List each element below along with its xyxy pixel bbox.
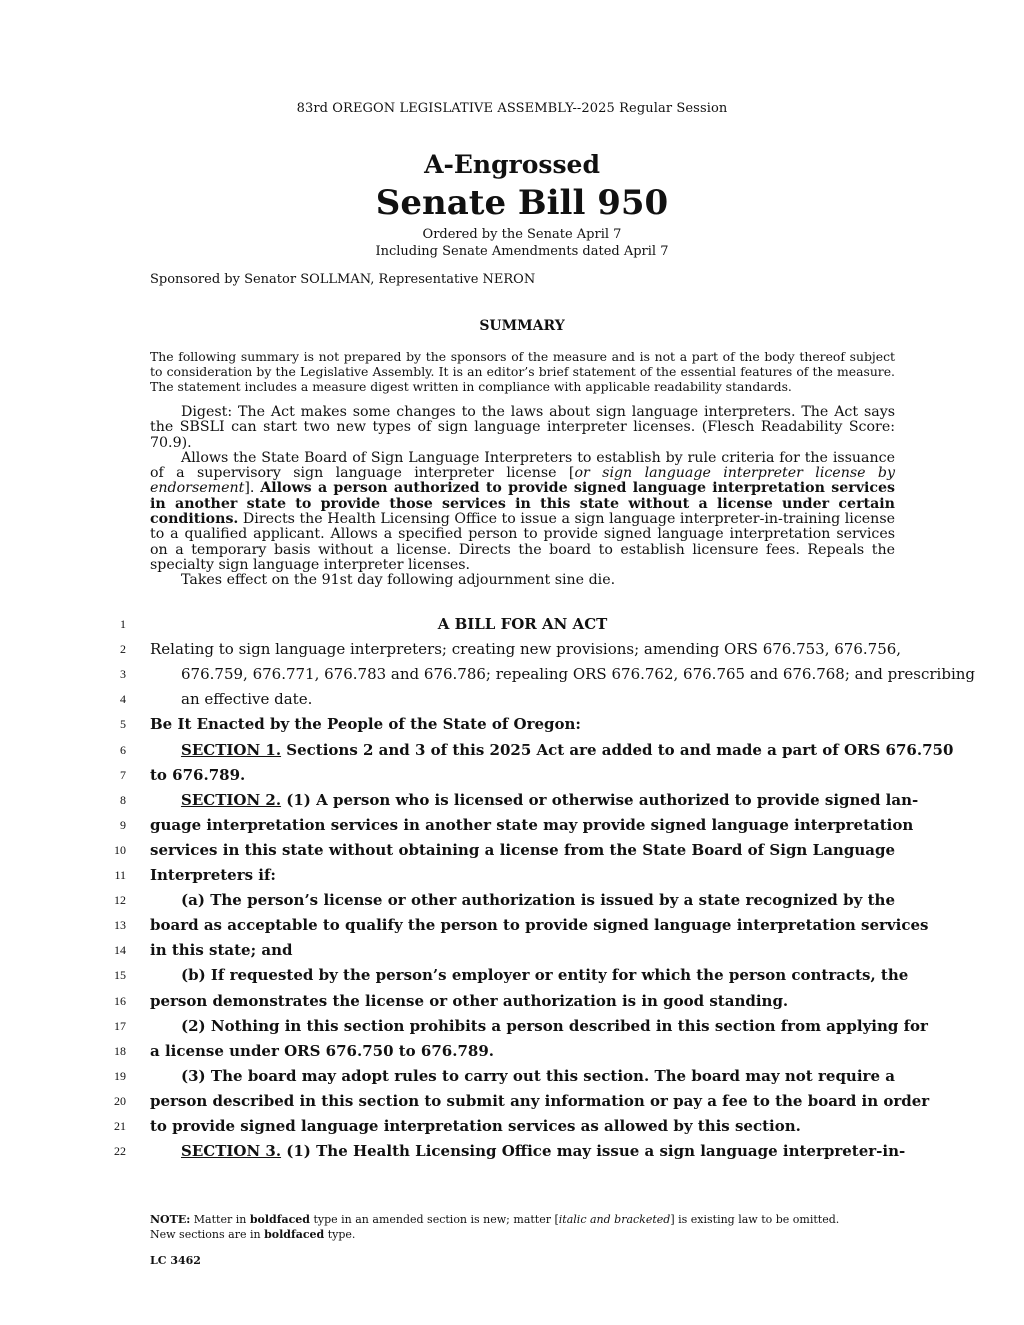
section-label: SECTION 2. bbox=[181, 790, 282, 809]
line-text: services in this state without obtaining a license from the State Board of Sign Language bbox=[150, 840, 895, 859]
line-text bbox=[181, 1139, 906, 1164]
note-bold: boldfaced bbox=[264, 1228, 325, 1241]
line-text: (3) The board may adopt rules to carry out this section. The board may not require a bbox=[181, 1066, 895, 1085]
bill-line bbox=[0, 863, 1024, 888]
summary-intro: The following summary is not prepared by the sponsors of the measure and is not a part of the body thereof subject to consideration by the Legislative Assembly. It is an editor’s brief statement of the essential features of the measure. The statement includes a measure digest written in compliance with applicable readability standards. bbox=[150, 349, 895, 394]
line-text: Interpreters if: bbox=[150, 866, 276, 884]
allows-text-3: Directs the Health Licensing Office to issue a sign language interpreter-in-training license to a qualified applicant. Allows a specified person to provide signed language interpretation services on a temporary basis without a license. Directs the board to establish licensure fees. Repeals the specialty sign language interpreter licenses. bbox=[150, 511, 895, 573]
line-text: guage interpretation services in another state may provide signed language interpretation bbox=[150, 815, 914, 834]
line-text: Be It Enacted by the People of the State of Oregon: bbox=[150, 715, 581, 734]
line-text: person demonstrates the license or other authorization is in good standing. bbox=[150, 991, 789, 1010]
bill-line bbox=[0, 687, 1024, 712]
line-number: 11 bbox=[114, 868, 126, 882]
bill-line bbox=[0, 738, 1024, 763]
lc-number: LC 3462 bbox=[150, 1254, 201, 1267]
line-number: 3 bbox=[120, 667, 126, 682]
line-number: 20 bbox=[114, 1093, 126, 1108]
line-number: 7 bbox=[120, 767, 126, 782]
line-number: 17 bbox=[114, 1018, 126, 1033]
line-text: person described in this section to submit any information or pay a fee to the board in order bbox=[150, 1091, 930, 1110]
bill-line bbox=[0, 963, 1024, 988]
note-label: NOTE: bbox=[150, 1213, 191, 1226]
line-number: 10 bbox=[114, 842, 126, 857]
section-text: Sections 2 and 3 of this 2025 Act are added to and made a part of ORS 676.750 bbox=[281, 740, 954, 759]
summary-heading: SUMMARY bbox=[479, 318, 565, 334]
line-text: a license under ORS 676.750 to 676.789. bbox=[150, 1041, 494, 1060]
note-text: type. bbox=[324, 1228, 356, 1241]
effect-paragraph: Takes effect on the 91st day following adjournment sine die. bbox=[181, 572, 616, 589]
line-number: 14 bbox=[114, 943, 126, 958]
note-line-2 bbox=[150, 1227, 895, 1242]
section-label: SECTION 1. bbox=[181, 740, 282, 759]
line-number: 4 bbox=[120, 692, 126, 707]
note-text: New sections are in bbox=[150, 1228, 265, 1241]
note-text: ] is existing law to be omitted. bbox=[670, 1213, 840, 1226]
allows-italic: or sign language interpreter license by endorsement bbox=[150, 465, 895, 497]
line-text: (2) Nothing in this section prohibits a person described in this section from applying for bbox=[181, 1016, 928, 1035]
line-text: 676.759, 676.771, 676.783 and 676.786; repealing ORS 676.762, 676.765 and 676.768; and prescribing bbox=[181, 665, 976, 684]
line-number: 5 bbox=[120, 717, 126, 732]
note-text: Matter in bbox=[190, 1213, 250, 1226]
bill-line bbox=[0, 788, 1024, 813]
bill-line bbox=[0, 1039, 1024, 1064]
line-text: to 676.789. bbox=[150, 765, 246, 784]
line-number: 21 bbox=[114, 1119, 126, 1133]
sponsored-line: Sponsored by Senator SOLLMAN, Representative NERON bbox=[150, 272, 536, 287]
digest-paragraph: Digest: The Act makes some changes to the laws about sign language interpreters. The Act says the SBSLI can start two new types of sign language interpreter licenses. (Flesch Readability Score: 70.9). bbox=[150, 404, 895, 451]
line-text: board as acceptable to qualify the person to provide signed language interpretation services bbox=[150, 916, 929, 935]
bill-line bbox=[0, 913, 1024, 938]
line-number: 12 bbox=[114, 893, 126, 908]
section-text: (1) A person who is licensed or otherwise authorized to provide signed lan- bbox=[281, 790, 919, 809]
section-label: SECTION 3. bbox=[181, 1142, 282, 1161]
including-line: Including Senate Amendments dated April 7 bbox=[375, 244, 669, 259]
bill-line bbox=[0, 938, 1024, 963]
note-text: type in an amended section is new; matter [ bbox=[309, 1213, 559, 1226]
note-bold: boldfaced bbox=[249, 1213, 310, 1226]
bill-line bbox=[0, 637, 1024, 662]
note-block bbox=[150, 1212, 895, 1242]
summary-digest bbox=[150, 405, 895, 589]
bill-line bbox=[0, 838, 1024, 863]
line-text bbox=[181, 738, 954, 763]
bill-line bbox=[0, 1064, 1024, 1089]
line-number: 1 bbox=[120, 617, 126, 631]
bill-line bbox=[0, 612, 1024, 637]
bill-line bbox=[0, 1114, 1024, 1139]
line-number: 13 bbox=[114, 918, 126, 933]
line-number: 16 bbox=[114, 993, 126, 1008]
allows-text-2: ]. bbox=[244, 480, 261, 497]
bill-line bbox=[0, 712, 1024, 737]
bill-title: Senate Bill 950 bbox=[375, 183, 669, 223]
allows-text-1: Allows the State Board of Sign Language Interpreters to establish by rule criteria for the issuance of a supervisory sign language interpreter license [ bbox=[150, 449, 895, 482]
note-line-1 bbox=[150, 1212, 895, 1227]
bill-line bbox=[0, 763, 1024, 788]
line-text: an effective date. bbox=[181, 690, 313, 709]
line-number: 19 bbox=[114, 1068, 126, 1083]
engrossed-label: A-Engrossed bbox=[424, 150, 600, 179]
ordered-line: Ordered by the Senate April 7 bbox=[422, 227, 622, 242]
allows-bold: Allows a person authorized to provide signed language interpretation services in another state to provide those services in this state without a license under certain conditions. bbox=[150, 480, 895, 528]
bill-line bbox=[0, 662, 1024, 687]
section-text: (1) The Health Licensing Office may issue a sign language interpreter-in- bbox=[281, 1142, 906, 1161]
line-number: 9 bbox=[120, 817, 126, 832]
session-header: 83rd OREGON LEGISLATIVE ASSEMBLY--2025 Regular Session bbox=[296, 101, 728, 116]
line-text bbox=[181, 788, 919, 813]
line-number: 2 bbox=[120, 642, 126, 657]
note-italic: italic and bracketed bbox=[558, 1213, 671, 1226]
line-text: to provide signed language interpretation services as allowed by this section. bbox=[150, 1117, 801, 1135]
line-text: Relating to sign language interpreters; creating new provisions; amending ORS 676.753, 676.756, bbox=[150, 640, 902, 659]
allows-paragraph bbox=[150, 451, 895, 573]
line-number: 22 bbox=[114, 1144, 126, 1159]
line-number: 6 bbox=[120, 742, 126, 757]
bill-line bbox=[0, 1089, 1024, 1114]
line-number: 18 bbox=[114, 1043, 126, 1058]
line-text: (b) If requested by the person’s employer or entity for which the person contracts, the bbox=[181, 966, 909, 985]
line-number: 15 bbox=[114, 968, 126, 983]
line-text: A BILL FOR AN ACT bbox=[437, 615, 608, 633]
line-number: 8 bbox=[120, 792, 126, 807]
bill-line bbox=[0, 888, 1024, 913]
bill-line bbox=[0, 1139, 1024, 1164]
bill-line bbox=[0, 1014, 1024, 1039]
bill-line bbox=[0, 813, 1024, 838]
line-text: (a) The person’s license or other authorization is issued by a state recognized by the bbox=[181, 891, 895, 910]
bill-line bbox=[0, 989, 1024, 1014]
line-text: in this state; and bbox=[150, 941, 293, 960]
